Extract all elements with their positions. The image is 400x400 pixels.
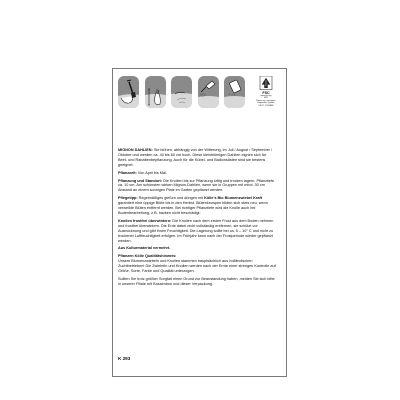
- covering-icon: [171, 76, 192, 108]
- care-text-2: garantiert eine üppige Blüte bis in den Herbst. Blütenknospen bilden sich stets neu, wenn verwelkte Blüten entfernt werden. Bei richtiger Pflanztiefe wird die Knolle auch bei Bodenbearbeitung, z.B. hacken nicht beschädigt.: [118, 201, 268, 215]
- product-label: [112, 68, 287, 377]
- fertiliser-icon: [224, 76, 245, 108]
- intro-paragraph: [118, 148, 276, 168]
- care-text: Regelmäßiges gießen und düngen mit: [137, 196, 205, 201]
- frost-text: Die Knollen nach dem ersten Frost aus dem Boden nehmen und frostfrei überwintern. Die Erde dabei nicht vollständig entfernen, sie schützt vor Austrocknung und gibt ihnen Feuchtigkeit. Die Lagerung sollte bei ca. 5 – 10° C und nicht zu trockener Luftfeuchtigkeit erfolgen. Im Frühjahr kann nach der Frostperiode wieder gepflanzt werden.: [118, 218, 274, 243]
- planting-site-text: Die Knollen bis zur Pflanzung luftig und trocken lagern. Pflanztiefe ca. 10 cm. Am schönsten wirken Mignon-Dahlien, wenn sie in Gruppen mit mind. 30 cm Abstand an einem sonnigen Platz im Garten gepflanzt werden.: [118, 178, 275, 193]
- quality-title: Pflanzen Kölle Qualitätshinweis:: [118, 254, 177, 259]
- quality-text: Unsere Blumenzwiebeln und Knollen stammen hauptsächlich aus holländischen Zuchtbetrieben! Die Zwiebeln und Knollen werden nach der Ernte einer strengen Kontrolle auf Größe, Sorte, Farbe und Qualität unterzogen.: [118, 259, 276, 274]
- fsc-url: www.fsc.org: [260, 94, 272, 97]
- closing-paragraph: [118, 277, 276, 287]
- planting-site-title: Pflanzung und Standort:: [118, 178, 163, 183]
- step-cover-panel: [171, 76, 192, 108]
- planting-site-paragraph: [118, 179, 276, 194]
- step-digging-panel: [118, 76, 139, 108]
- intro-title: MIGNON DAHLIEN:: [118, 148, 153, 152]
- fsc-name: FSC: [262, 90, 270, 95]
- tuber-depth-icon: [145, 76, 166, 108]
- step-watering-panel: [198, 76, 219, 108]
- care-instructions: [118, 148, 276, 290]
- step-depth-panel: [145, 76, 166, 108]
- quality-paragraph: [118, 254, 276, 274]
- fsc-code: FSC® C120868: [258, 105, 274, 108]
- fsc-claim-2: tungsvollen Quellen: [257, 102, 275, 105]
- closing-text: Sollten Sie trotz größter Sorgfalt einen Grund zur Beanstandung haben, melden Sie sich bitte in unserer Filiale mit Kassenbon und dieser Verpackung.: [118, 276, 275, 286]
- care-paragraph: [118, 196, 276, 216]
- fsc-mix: MIX: [264, 97, 268, 100]
- care-product: Kölle’s Bio Blumenzwiebel Kraft: [204, 196, 263, 201]
- propagation-title: Aus Kulturmaterial vermehrt.: [118, 246, 171, 251]
- care-title: Pflegetipp:: [118, 196, 138, 201]
- planting-time-title: Pflanzzeit:: [118, 170, 137, 175]
- fsc-logo: [252, 76, 280, 108]
- planting-instructions-strip: [118, 76, 281, 108]
- fsc-tree-icon: [259, 76, 273, 90]
- intro-text: Sie blühen, abhängig von der Witterung, im Juli / August / September / Oktober und werden ca. 40 bis 60 cm hoch. Diese kleinblümigen Dahlien eignen sich für Beet- und Rabattenbepflanzung. Auch für die Kübel- und Balkonkästen sind sie bestens geeignet.: [118, 148, 273, 167]
- propagation-paragraph: [118, 246, 276, 251]
- planting-time-text: Von April bis Mai.: [136, 170, 167, 175]
- product-code: K 293: [118, 356, 131, 361]
- fsc-claim-1: Papier aus verantwor-: [256, 99, 276, 102]
- planting-time-paragraph: [118, 171, 276, 176]
- watering-can-icon: [198, 76, 219, 108]
- frost-paragraph: [118, 219, 276, 244]
- step-fertilise-panel: [224, 76, 245, 108]
- frost-title: Knollen frostfrei überwintern:: [118, 218, 172, 223]
- digging-icon: [118, 76, 139, 108]
